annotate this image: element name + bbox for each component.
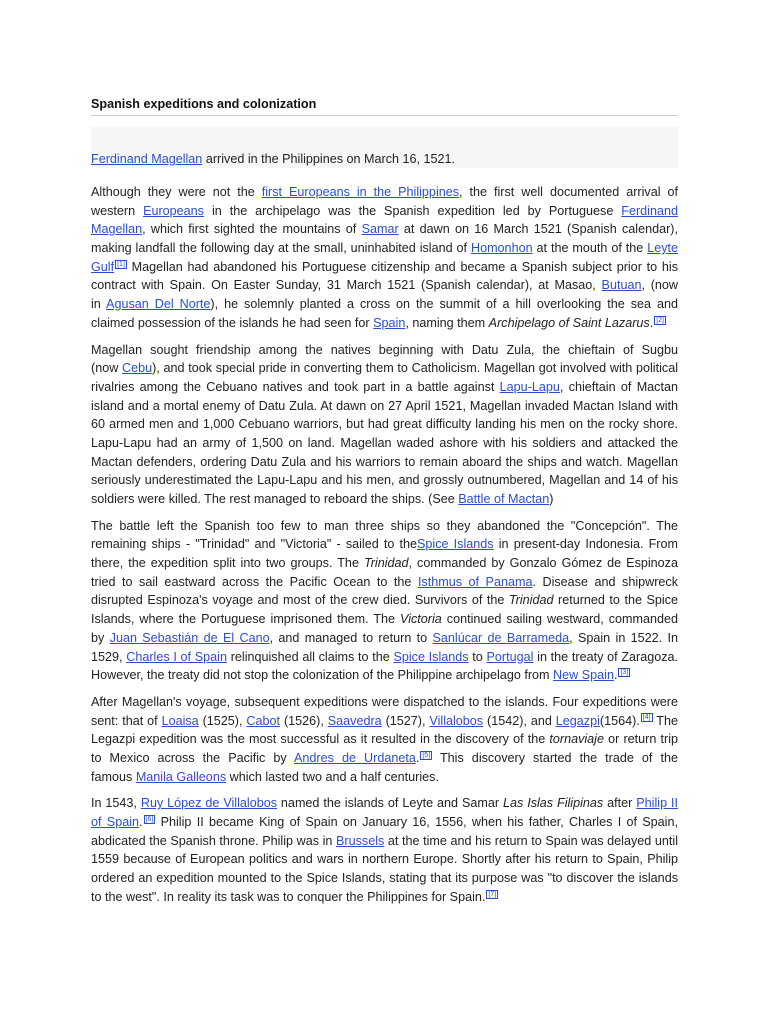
article-link[interactable]: Spice Islands (393, 649, 469, 664)
article-link[interactable]: Manila Galleons (135, 769, 227, 784)
text-segment: at the time and his return to Spain was delayed until (384, 833, 678, 848)
text-segment: The (652, 713, 678, 728)
text-segment: 60 armed men and 1,000 Cebuano warriors, but had great difficulty landing his men on the rocky shore. (91, 417, 678, 432)
text-line (91, 610, 678, 629)
article-link[interactable]: Agusan Del Norte (106, 297, 211, 312)
text-line (91, 591, 678, 610)
text-line (91, 490, 678, 509)
ferdinand-magellan-link[interactable]: Ferdinand Magellan (91, 152, 203, 166)
text-segment: . (649, 315, 654, 330)
paragraph (91, 341, 678, 509)
text-segment: 1529, (91, 649, 127, 664)
text-line (91, 693, 678, 712)
text-line (91, 378, 678, 397)
article-link[interactable]: Leyte (647, 241, 678, 256)
italic-text: tornaviaje (549, 732, 604, 747)
text-segment: (1526), (280, 713, 328, 728)
text-segment: Legazpi expedition was the most successful as it resulted in the discovery of the (91, 732, 550, 747)
text-segment: Mactan defenders, ordering Datu Zula and his warriors to remain aboard the ships and watch. Magellan (91, 454, 678, 469)
paragraph (91, 517, 678, 685)
text-line (91, 239, 678, 258)
text-segment: sent: that of (91, 713, 162, 728)
text-segment: relinquished all claims to the (226, 649, 394, 664)
article-link[interactable]: Gulf (91, 259, 115, 274)
italic-text: Las Islas Filipinas (502, 796, 604, 811)
intro-line (91, 151, 455, 168)
text-segment: ordered an expedition mounted to the Spice Islands, stating that its purpose was "to discover the islands (91, 871, 678, 886)
text-segment: soldiers were killed. The rest managed to reboard the ships. (See (91, 492, 459, 506)
text-line (91, 517, 678, 536)
article-link[interactable]: Sanlúcar de Barrameda (432, 630, 570, 645)
text-segment: disrupted Espinoza's voyage and most of the crew died. Survivors of the (91, 593, 509, 608)
text-segment: . Disease and shipwreck (532, 574, 679, 589)
text-segment: After Magellan's voyage, subsequent expeditions were dispatched to the islands. Four expeditions were (91, 694, 678, 709)
article-link[interactable]: Cebu (122, 361, 153, 376)
article-link[interactable]: Ruy López de Villalobos (140, 796, 278, 811)
article-link[interactable]: Cabot (246, 713, 281, 728)
article-link[interactable]: Spice Islands (417, 537, 494, 552)
article-link[interactable]: Andres de Urdaneta (294, 750, 416, 765)
paragraph (91, 794, 678, 906)
text-segment: Magellan had abandoned his Portuguese citizenship and became a Spanish subject prior to his (126, 259, 678, 274)
text-line (91, 850, 678, 869)
text-segment: , Spain in 1522. In (569, 630, 678, 645)
text-line (91, 749, 678, 768)
italic-text: Trinidad (508, 593, 554, 608)
citation-link[interactable]: [6] (145, 815, 154, 823)
text-segment: However, the treaty did not stop the colonization of the Philippine archipelago from (91, 668, 554, 683)
text-segment: , the first well documented arrival of (459, 185, 678, 199)
text-segment: which lasted two and a half centuries. (226, 769, 439, 784)
text-segment: (1564). (599, 713, 640, 728)
article-link[interactable]: Brussels (336, 833, 385, 848)
intro-text: arrived in the Philippines on March 16, 1521. (202, 152, 456, 166)
text-line (91, 415, 678, 434)
text-segment: Islands, where the Portuguese imprisoned them. The (91, 612, 401, 627)
text-segment: to Mexico across the Pacific by (91, 750, 295, 765)
article-body (91, 183, 678, 914)
article-link[interactable]: Europeans (143, 203, 204, 218)
article-link[interactable]: first Europeans in the Philippines (261, 185, 460, 199)
text-segment: Philip II became King of Spain on January 16, 1556, when his father, Charles I of Spain, (155, 815, 678, 829)
article-link[interactable]: New Spain (553, 668, 614, 683)
text-line (91, 794, 678, 813)
text-segment: at the mouth of the (532, 241, 648, 256)
text-segment: Lapu-Lapu had an army of 1,500 on land. Magellan waded ashore with his soldiers and attacked the (91, 435, 678, 450)
citation-link[interactable]: [4] (642, 714, 651, 722)
text-segment: , naming them (405, 315, 489, 330)
text-segment: named the islands of Leyte and Samar (277, 796, 503, 811)
text-segment: ) (549, 492, 554, 506)
text-segment: by (91, 630, 110, 645)
text-segment: at dawn on 16 March 1521 (Spanish calendar), (398, 222, 678, 237)
article-link[interactable]: Legazpi (555, 713, 600, 728)
article-link[interactable]: Loaisa (161, 713, 199, 728)
text-line (91, 434, 678, 453)
text-line (91, 730, 678, 749)
text-segment: ), he solemnly planted a cross on the summit of a hill overlooking the sea and (210, 297, 678, 312)
text-line (91, 359, 678, 378)
text-segment: (1542), and (483, 713, 556, 728)
article-link[interactable]: Battle of Mactan (458, 492, 550, 506)
text-segment: , commanded by Gonzalo Gómez de Espinoza (408, 556, 678, 571)
text-segment: there, the expedition split into two groups. The (91, 556, 364, 571)
text-segment: island and a mortal enemy of Datu Zula. At dawn on 27 April 1521, Magellan invaded Mactan Island with (91, 398, 678, 413)
text-segment: remaining ships - "Trinidad" and "Victoria" - sailed to the (91, 537, 418, 552)
text-line (91, 813, 678, 832)
article-link[interactable]: Samar (361, 222, 399, 237)
article-link[interactable]: Ferdinand (621, 203, 678, 218)
text-line (91, 276, 678, 295)
text-segment: in present-day Indonesia. From (493, 537, 678, 552)
article-link[interactable]: Butuan (601, 278, 642, 293)
article-link[interactable]: Charles I of Spain (126, 649, 227, 664)
article-link[interactable]: Homonhon (470, 241, 533, 256)
text-segment: , which first sighted the mountains of (142, 222, 362, 237)
section-heading: Spanish expeditions and colonization (91, 96, 678, 116)
text-segment: rivalries among the Cebuano natives and took part in a battle against (91, 379, 500, 394)
text-line (91, 397, 678, 416)
text-line (91, 202, 678, 221)
text-segment: (1525), (198, 713, 247, 728)
text-segment: continued sailing westward, commanded (441, 612, 679, 627)
text-line (91, 258, 678, 277)
text-segment: tried to sail eastward across the Pacific Ocean to the (91, 574, 418, 589)
text-line (91, 341, 678, 360)
article-link[interactable]: of Spain (91, 815, 140, 829)
text-segment: The battle left the Spanish too few to man three ships so they abandoned the "Concepción". The (91, 518, 678, 533)
text-segment: in the treaty of Zaragoza. (533, 649, 679, 664)
text-line (91, 666, 678, 685)
text-segment: in the archipelago was the Spanish expedition led by Portuguese (203, 203, 622, 218)
text-segment: famous (91, 769, 136, 784)
text-segment: (1527), (381, 713, 430, 728)
text-segment: seriously underestimated the Lapu-Lapu and his men, and grossly outnumbered, Magellan and 14 of his (91, 473, 678, 488)
paragraph (91, 693, 678, 786)
text-line (91, 648, 678, 667)
text-line (91, 712, 678, 731)
text-line (91, 314, 678, 333)
text-line (91, 888, 678, 907)
article-link[interactable]: Villalobos (429, 713, 484, 728)
text-line (91, 220, 678, 239)
article-link[interactable]: Portugal (486, 649, 534, 664)
article-link[interactable]: Philip II (636, 796, 678, 811)
article-link[interactable]: Magellan (91, 222, 143, 237)
text-segment: In 1543, (91, 796, 141, 811)
text-segment: or return trip (603, 732, 678, 747)
text-segment: ), and took special pride in converting them to Catholicism. Magellan got involved with political (152, 361, 679, 376)
article-link[interactable]: Lapu-Lapu (499, 379, 560, 394)
text-segment: making landfall the following day at the small, uninhabited island of (91, 241, 471, 256)
text-line (91, 295, 678, 314)
text-segment: Magellan sought friendship among the natives beginning with Datu Zula, the chieftain of Sugbu (91, 342, 678, 357)
text-segment: abdicated the Spanish throne. Philip was in (91, 833, 337, 848)
italic-text: Trinidad (363, 556, 409, 571)
text-line (91, 554, 678, 573)
text-line (91, 535, 678, 554)
text-segment: claimed possession of the islands he had seen for (91, 315, 374, 330)
text-segment: This discovery started the trade of the (432, 750, 678, 765)
text-segment: . (415, 750, 420, 765)
text-line (91, 573, 678, 592)
citation-link[interactable]: [7] (488, 890, 497, 898)
text-segment: to (468, 649, 487, 664)
text-line (91, 629, 678, 648)
text-line (91, 471, 678, 490)
text-segment: Although they were not the (91, 185, 262, 199)
text-segment: western (91, 203, 144, 218)
article-link[interactable]: Juan Sebastián de El Cano (109, 630, 270, 645)
text-segment: to the west". In reality its task was to conquer the Philippines for Spain. (91, 889, 486, 904)
article-link[interactable]: Saavedra (327, 713, 382, 728)
text-segment: after (603, 796, 637, 811)
text-segment: , and managed to return to (269, 630, 433, 645)
text-segment: returned to the Spice (553, 593, 678, 608)
text-line (91, 832, 678, 851)
text-segment: , chieftain of Mactan (559, 379, 678, 394)
text-segment: . (613, 668, 618, 683)
text-segment: , (now (641, 278, 679, 293)
text-line (91, 869, 678, 888)
italic-text: Archipelago of Saint Lazarus (488, 315, 650, 330)
article-link[interactable]: Isthmus of Panama (417, 574, 533, 589)
text-segment: (now (91, 361, 123, 376)
italic-text: Victoria (400, 612, 442, 627)
citation-link[interactable]: [3] (620, 669, 629, 676)
text-line (91, 453, 678, 472)
text-segment: contract with Spain. On Easter Sunday, 31 March 1521 (Spanish calendar), at Masao, (91, 278, 602, 293)
citation-link[interactable]: [5] (422, 751, 431, 759)
text-line (91, 768, 678, 787)
citation-link[interactable]: [2] (656, 316, 664, 324)
text-segment: 1559 because of European politics and wars in northern Europe. Shortly after his return to Spain, Philip (91, 852, 678, 867)
text-line (91, 183, 678, 202)
article-link[interactable]: Spain (373, 315, 406, 330)
citation-link[interactable]: [1] (117, 260, 125, 268)
text-segment: . (139, 815, 143, 829)
text-segment: in (91, 297, 107, 312)
paragraph (91, 183, 678, 333)
